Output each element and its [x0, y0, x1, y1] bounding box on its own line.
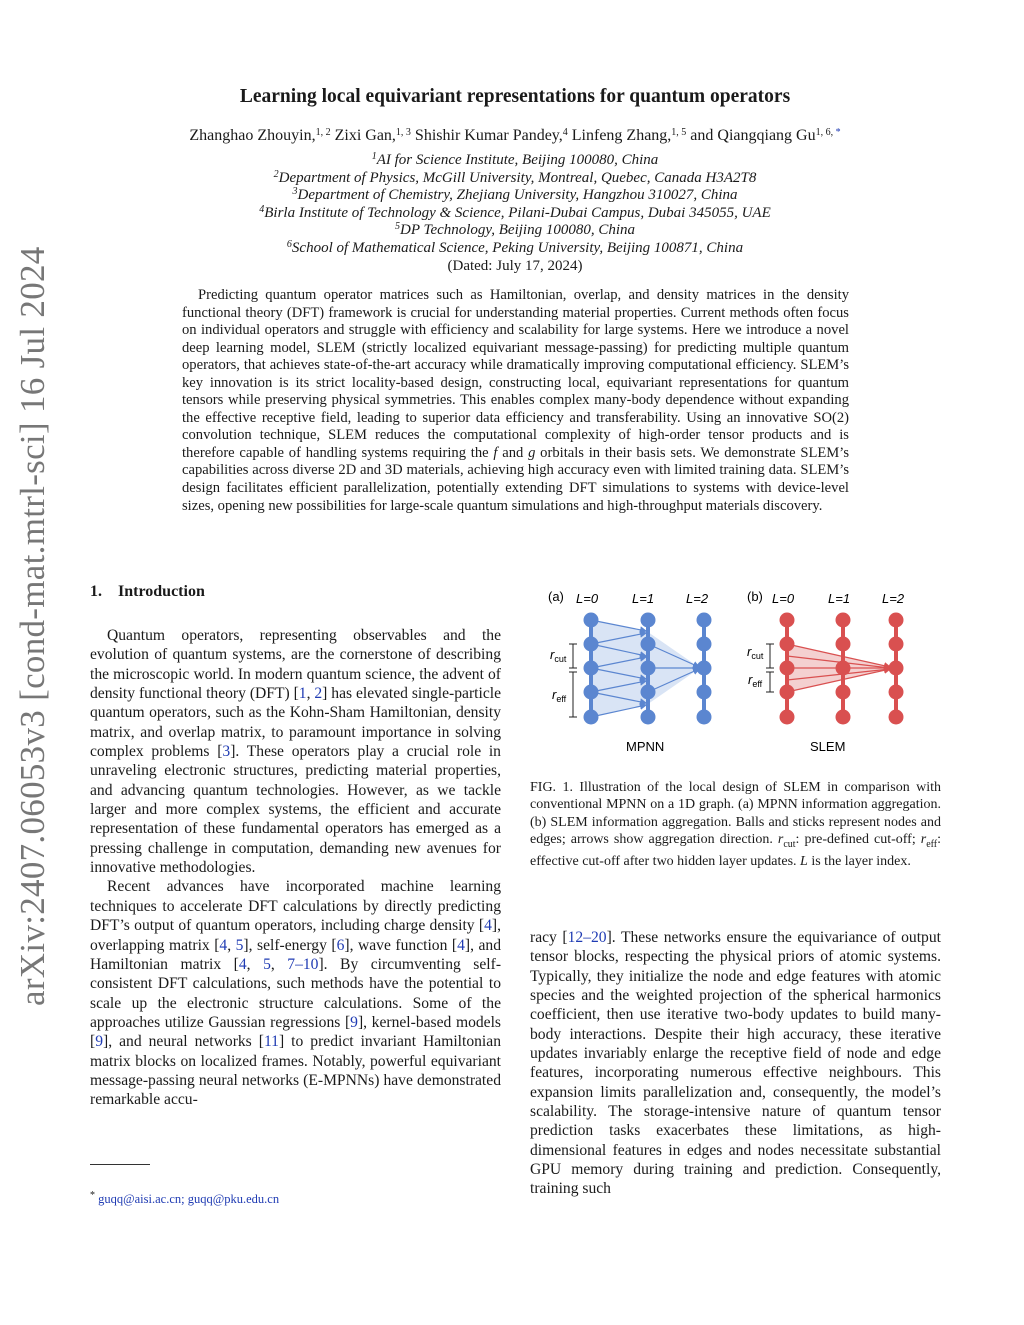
node	[780, 661, 795, 676]
panel-b-rcut-label: $r_{cut}$	[747, 644, 764, 661]
node	[697, 685, 712, 700]
panel-a-layer0-label: L=0	[576, 591, 599, 606]
node	[641, 685, 656, 700]
paragraph: Recent advances have incorporated machine learning techniques to accelerate DFT calculations by directly predicting DFT’s output of quantum operators, including charge density [4], overlapping matrix [4, 5], self-energy [6], wave function [4], and Hamiltonian matrix [4, 5, 7–10]. By circumventing self-consistent DFT calculations, such methods have the potential to scale up the electronic structure calculations. Some of the approaches utilize Gaussian regressions [9], kernel-based models [9], and neural networks [11] to predict invariant Hamiltonian matrix blocks on localized frames. Notably, powerful equivariant message-passing neural networks (E-MPNNs) have demonstrated remarkable accu-	[90, 878, 502, 1109]
citation-link[interactable]: 12–20	[567, 929, 607, 946]
citation-link[interactable]: 4	[484, 917, 492, 935]
panel-b-reff-label: $r_{eff}$	[748, 672, 763, 689]
citation-link[interactable]: 2	[314, 685, 323, 703]
abstract	[182, 287, 849, 515]
citation-link[interactable]: 5	[263, 955, 271, 973]
node	[889, 685, 904, 700]
abstract-text: Predicting quantum operator matrices such as Hamiltonian, overlap, and density matrices in the density functional theory (DFT) framework is crucial for understanding material properties. Current methods often focus on individual operators and struggle with efficiency and scalability for large systems. Here we introduce a novel deep learning model, SLEM (strictly localized equivariant message-passing) for predicting multiple quantum operators, that achieves state-of-the-art accuracy while dramatically improving computational efficiency. SLEM’s key innovation is its strict locality-based design, constructing local, equivariant representations for quantum tensors while preserving physical symmetries. This enables complex many-body dependence without expanding the effective receptive field, leading to superior data efficiency and transferability. Using an innovative SO(2) convolution technique, SLEM reduces the computational complexity of high-order tensor products and is therefore capable of handling systems requiring the f and g orbitals in their basis sets. We demonstrate SLEM’s capabilities across diverse 2D and 3D materials, achieving high accuracy even with limited training data. SLEM’s design facilitates efficient parallelization, potentially extending DFT simulations to systems with device-level sizes, opening new possibilities for large-scale quantum simulations and high-throughput materials discovery.	[182, 287, 849, 514]
author: Linfeng Zhang,$^{1, 5}$	[571, 127, 687, 144]
footnote-mark: *	[90, 1190, 95, 1201]
author: Shishir Kumar Pandey,$^4$	[414, 127, 568, 144]
affiliation: $^4$Birla Institute of Technology & Science, Pilani-Dubai Campus, Dubai 345055, UAE	[259, 203, 771, 221]
panel-a	[548, 589, 712, 754]
author: Zhanghao Zhouyin,$^{1, 2}$	[189, 127, 331, 144]
paper-title: Learning local equivariant representations for quantum operators	[239, 86, 791, 107]
footnote-rule	[90, 1164, 150, 1165]
citation-link[interactable]: 3	[222, 743, 231, 761]
node	[584, 685, 599, 700]
node	[641, 637, 656, 652]
panel-b-model-label: SLEM	[810, 739, 846, 754]
node	[780, 637, 795, 652]
dated-line: (Dated: July 17, 2024)	[447, 257, 583, 274]
panel-a-layer2-label: L=2	[686, 591, 709, 606]
node	[584, 637, 599, 652]
node	[697, 661, 712, 676]
citation-link[interactable]: 11	[263, 1033, 279, 1051]
affiliation: $^5$DP Technology, Beijing 100080, China	[395, 221, 635, 239]
section-heading	[90, 583, 205, 601]
citation-link[interactable]: 4	[457, 936, 465, 954]
node	[836, 637, 851, 652]
affiliation: $^6$School of Mathematical Science, Peking University, Beijing 100871, China	[286, 238, 744, 256]
citation-link[interactable]: 6	[336, 936, 345, 954]
panel-a-model-label: MPNN	[626, 739, 665, 754]
node	[889, 661, 904, 676]
panel-b-label: (b)	[747, 589, 763, 604]
citation-link[interactable]: 4	[219, 936, 228, 954]
panel-a-layer1-label: L=1	[632, 591, 655, 606]
affiliation: $^3$Department of Chemistry, Zhejiang University, Hangzhou 310027, China	[292, 186, 738, 204]
node	[780, 710, 795, 725]
panel-b-layer1-label: L=1	[828, 591, 851, 606]
section-number: 1.	[90, 583, 102, 600]
panel-b	[747, 589, 905, 754]
node	[697, 613, 712, 628]
node	[697, 710, 712, 725]
figure-1	[540, 584, 930, 760]
affiliations	[100, 152, 930, 275]
panel-b-layer2-label: L=2	[882, 591, 905, 606]
node	[889, 637, 904, 652]
node	[584, 710, 599, 725]
paragraph: Quantum operators, representing observables and the evolution of quantum systems, are the cornerstone of describing the microscopic world. In modern quantum science, the advent of density functional theory (DFT) [1, 2] has elevated single-particle quantum operators, such as the Kohn-Sham Hamiltonian, density matrix, and overlap matrix, to paramount importance in solving complex problems [3]. These operators play a crucial role in unraveling electronic structures, predicting material properties, and advancing quantum technologies. However, as we tackle larger and more complex systems, the efficient and accurate representation of these fundamental operators has emerged as a pressing challenge in computation, demanding new avenues for innovative methodologies.	[90, 627, 502, 877]
right-column	[530, 928, 941, 1199]
node	[889, 613, 904, 628]
author: and Qiangqiang $Gu^{1, 6,}$ *	[690, 127, 841, 144]
citation-link[interactable]: 9	[350, 1013, 358, 1031]
node	[780, 613, 795, 628]
panel-a-reff-label: $r_{eff}$	[552, 687, 567, 704]
node	[836, 613, 851, 628]
node	[641, 613, 656, 628]
node	[584, 661, 599, 676]
panel-b-layer0-label: L=0	[772, 591, 795, 606]
node	[836, 710, 851, 725]
node	[641, 661, 656, 676]
node	[780, 685, 795, 700]
node	[836, 685, 851, 700]
footnote	[90, 1192, 279, 1207]
author: Zixi Gan,$^{1, 3}$	[334, 127, 411, 144]
affiliation: $^2$Department of Physics, McGill University, Montreal, Quebec, Canada H3A2T8	[273, 168, 757, 186]
left-column	[90, 626, 501, 1110]
citation-link[interactable]: 7–10	[287, 955, 319, 973]
arxiv-identifier: arXiv:2407.06053v3 [cond-mat.mtrl-sci] 16 Jul 2024	[13, 246, 52, 1006]
figure-caption: FIG. 1. Illustration of the local design of SLEM in comparison with conventional MPNN on a 1D graph. (a) MPNN information aggregation. (b) SLEM information aggregation. Balls and sticks represent nodes and edges; arrows show aggregation direction. $r_{cut}$: pre-defined cut-off; $r_{eff}$: effective cut-off after two hidden layer updates. L is the layer index.	[530, 780, 942, 869]
citation-link[interactable]: 5	[235, 936, 244, 954]
citation-link[interactable]: 9	[95, 1033, 103, 1051]
panel-a-label: (a)	[548, 589, 564, 604]
author-list	[80, 127, 950, 145]
section-title: Introduction	[118, 583, 205, 600]
paragraph: racy [12–20]. These networks ensure the equivariance of output tensor blocks, respecting the physical priors of atomic systems. Typically, they initialize the node and edge features with atomic species and the weighted projection of the spherical harmonics coefficient, then use iterative two-body updates to build many-body interactions. Despite their high accuracy, these iterative updates invariably enlarge the receptive field of node and edge features, incorporating numerous effective neighbours. This expansion limits parallelization and, consequently, the model’s scalability. The storage-intensive nature of quantum tensor prediction tasks exacerbates these limitations, as high-dimensional features in edges and nodes necessitate substantial GPU memory during training and prediction. Consequently, training such	[530, 929, 941, 1198]
panel-a-rcut-label: $r_{cut}$	[550, 647, 567, 664]
citation-link[interactable]: 1	[298, 685, 307, 703]
node	[641, 710, 656, 725]
node	[697, 637, 712, 652]
corresponding-author-mark[interactable]: *	[835, 127, 841, 138]
footnote-emails[interactable]: guqq@aisi.ac.cn; guqq@pku.edu.cn	[98, 1192, 280, 1206]
affiliation: $^1$AI for Science Institute, Beijing 100080, China	[371, 151, 659, 168]
node	[889, 710, 904, 725]
node	[584, 613, 599, 628]
node	[836, 661, 851, 676]
citation-link[interactable]: 4	[238, 955, 247, 973]
